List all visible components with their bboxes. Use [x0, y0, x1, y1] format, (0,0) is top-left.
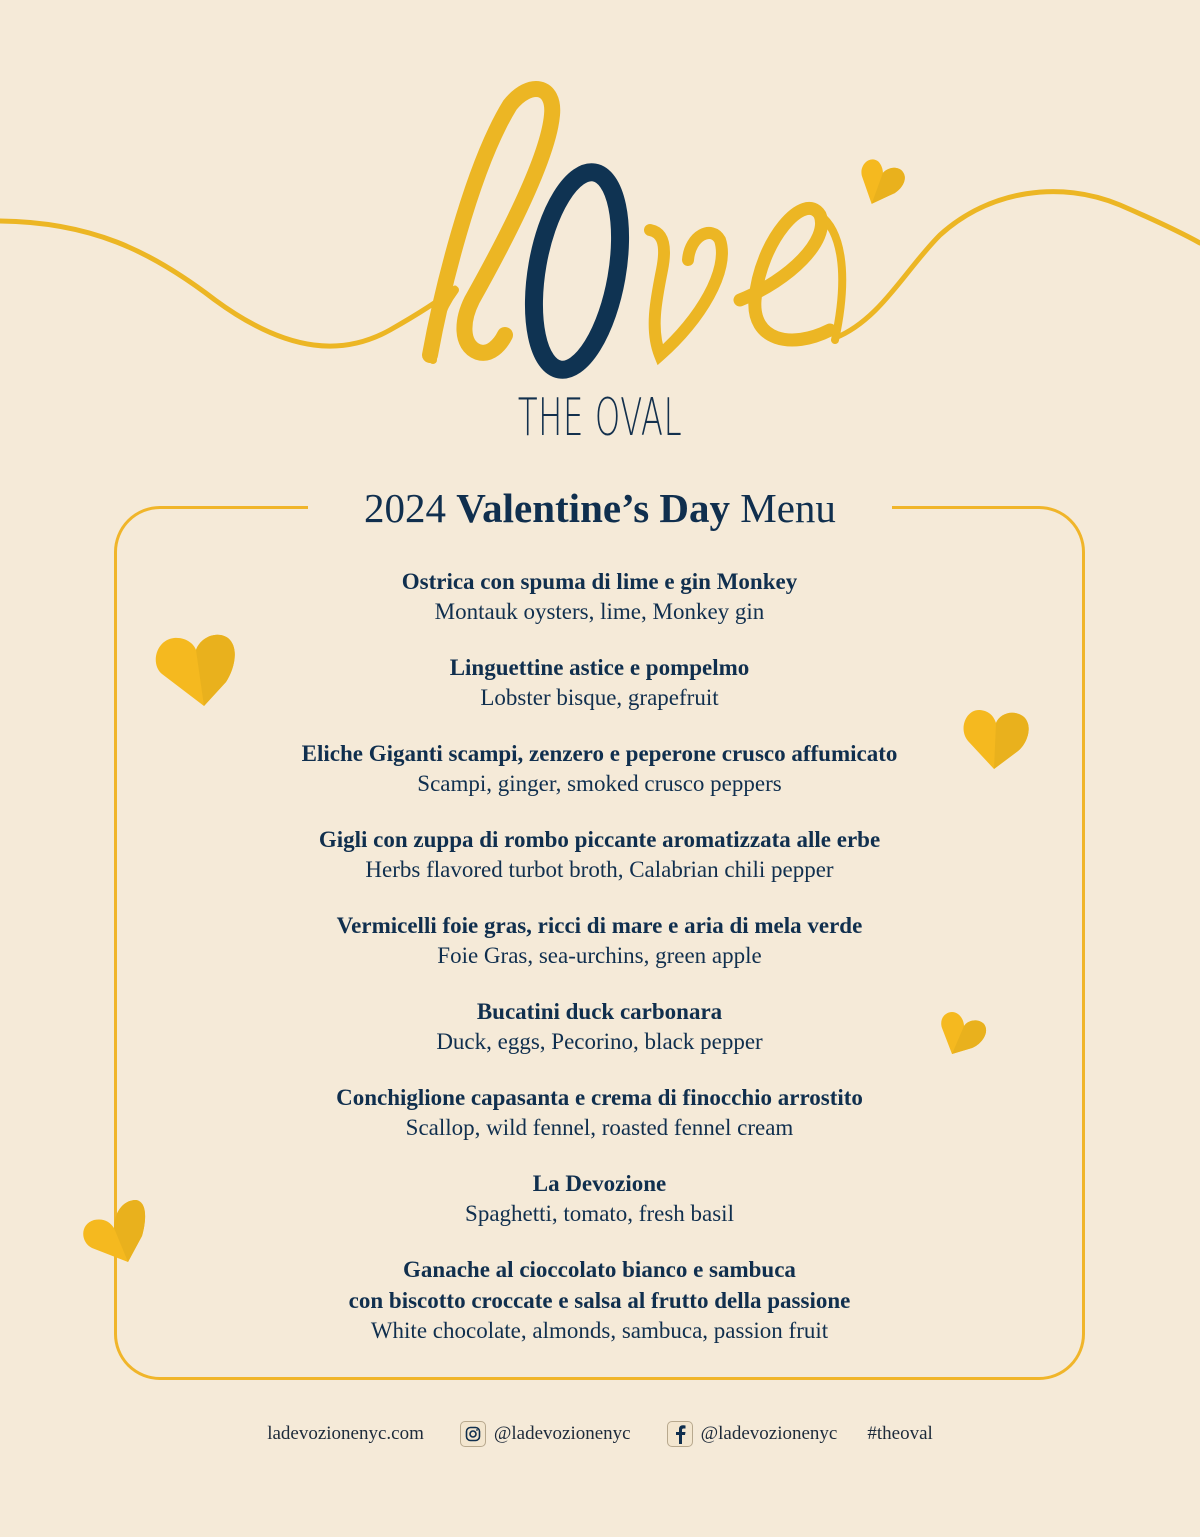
dish-description: Spaghetti, tomato, fresh basil [465, 1201, 734, 1226]
instagram-icon[interactable] [460, 1421, 486, 1447]
dish-name: Ostrica con spuma di lime e gin Monkey [401, 569, 798, 594]
dish-description: Scampi, ginger, smoked crusco peppers [417, 771, 782, 796]
title-year: 2024 [364, 485, 447, 531]
dish-description: Scallop, wild fennel, roasted fennel cream [405, 1115, 794, 1140]
menu-item [114, 1082, 1085, 1143]
dish-description: Lobster bisque, grapefruit [480, 685, 719, 710]
dish-name: Conchiglione capasanta e crema di finocchio arrostito [336, 1085, 863, 1110]
dish-name: Eliche Giganti scampi, zenzero e peperone crusco affumicato [301, 741, 898, 766]
menu-item [114, 824, 1085, 885]
dish-description: Montauk oysters, lime, Monkey gin [434, 599, 765, 624]
dish-name: Vermicelli foie gras, ricci di mare e aria di mela verde [336, 913, 863, 938]
menu-item [114, 566, 1085, 627]
menu-item [114, 1168, 1085, 1229]
heart-icon [80, 1198, 146, 1264]
title-occasion: Valentine’s Day [456, 485, 731, 531]
menu-list [114, 566, 1085, 1371]
dish-name-line2: con biscotto croccate e salsa al frutto della passione [348, 1288, 851, 1313]
brand-subtitle: THE OVAL [517, 388, 683, 448]
menu-item [114, 738, 1085, 799]
menu-item [114, 652, 1085, 713]
dish-name: Gigli con zuppa di rombo piccante aromatizzata alle erbe [318, 827, 881, 852]
heart-icon [962, 705, 1030, 771]
dish-description: White chocolate, almonds, sambuca, passion fruit [370, 1318, 829, 1343]
instagram-handle[interactable]: @ladevozionenyc [493, 1423, 631, 1444]
dish-name: Bucatini duck carbonara [476, 999, 723, 1024]
hashtag: #theoval [867, 1423, 933, 1444]
facebook-handle[interactable]: @ladevozionenyc [700, 1423, 838, 1444]
footer [0, 1418, 1200, 1450]
dish-description: Duck, eggs, Pecorino, black pepper [436, 1029, 763, 1054]
dish-name: Ganache al cioccolato bianco e sambuca [403, 1257, 796, 1282]
title-menu-word: Menu [740, 485, 836, 531]
website-link[interactable]: ladevozionenyc.com [267, 1423, 424, 1444]
love-script-logo [0, 60, 1200, 390]
dish-name: Linguettine astice e pompelmo [449, 655, 750, 680]
menu-item [114, 1254, 1085, 1346]
menu-title [308, 478, 892, 538]
facebook-icon[interactable] [667, 1421, 693, 1447]
heart-icon [154, 630, 236, 708]
dish-description: Herbs flavored turbot broth, Calabrian chili pepper [365, 857, 834, 882]
dish-description: Foie Gras, sea-urchins, green apple [437, 943, 762, 968]
menu-item [114, 910, 1085, 971]
heart-icon [940, 1008, 988, 1056]
dish-name: La Devozione [532, 1171, 667, 1196]
